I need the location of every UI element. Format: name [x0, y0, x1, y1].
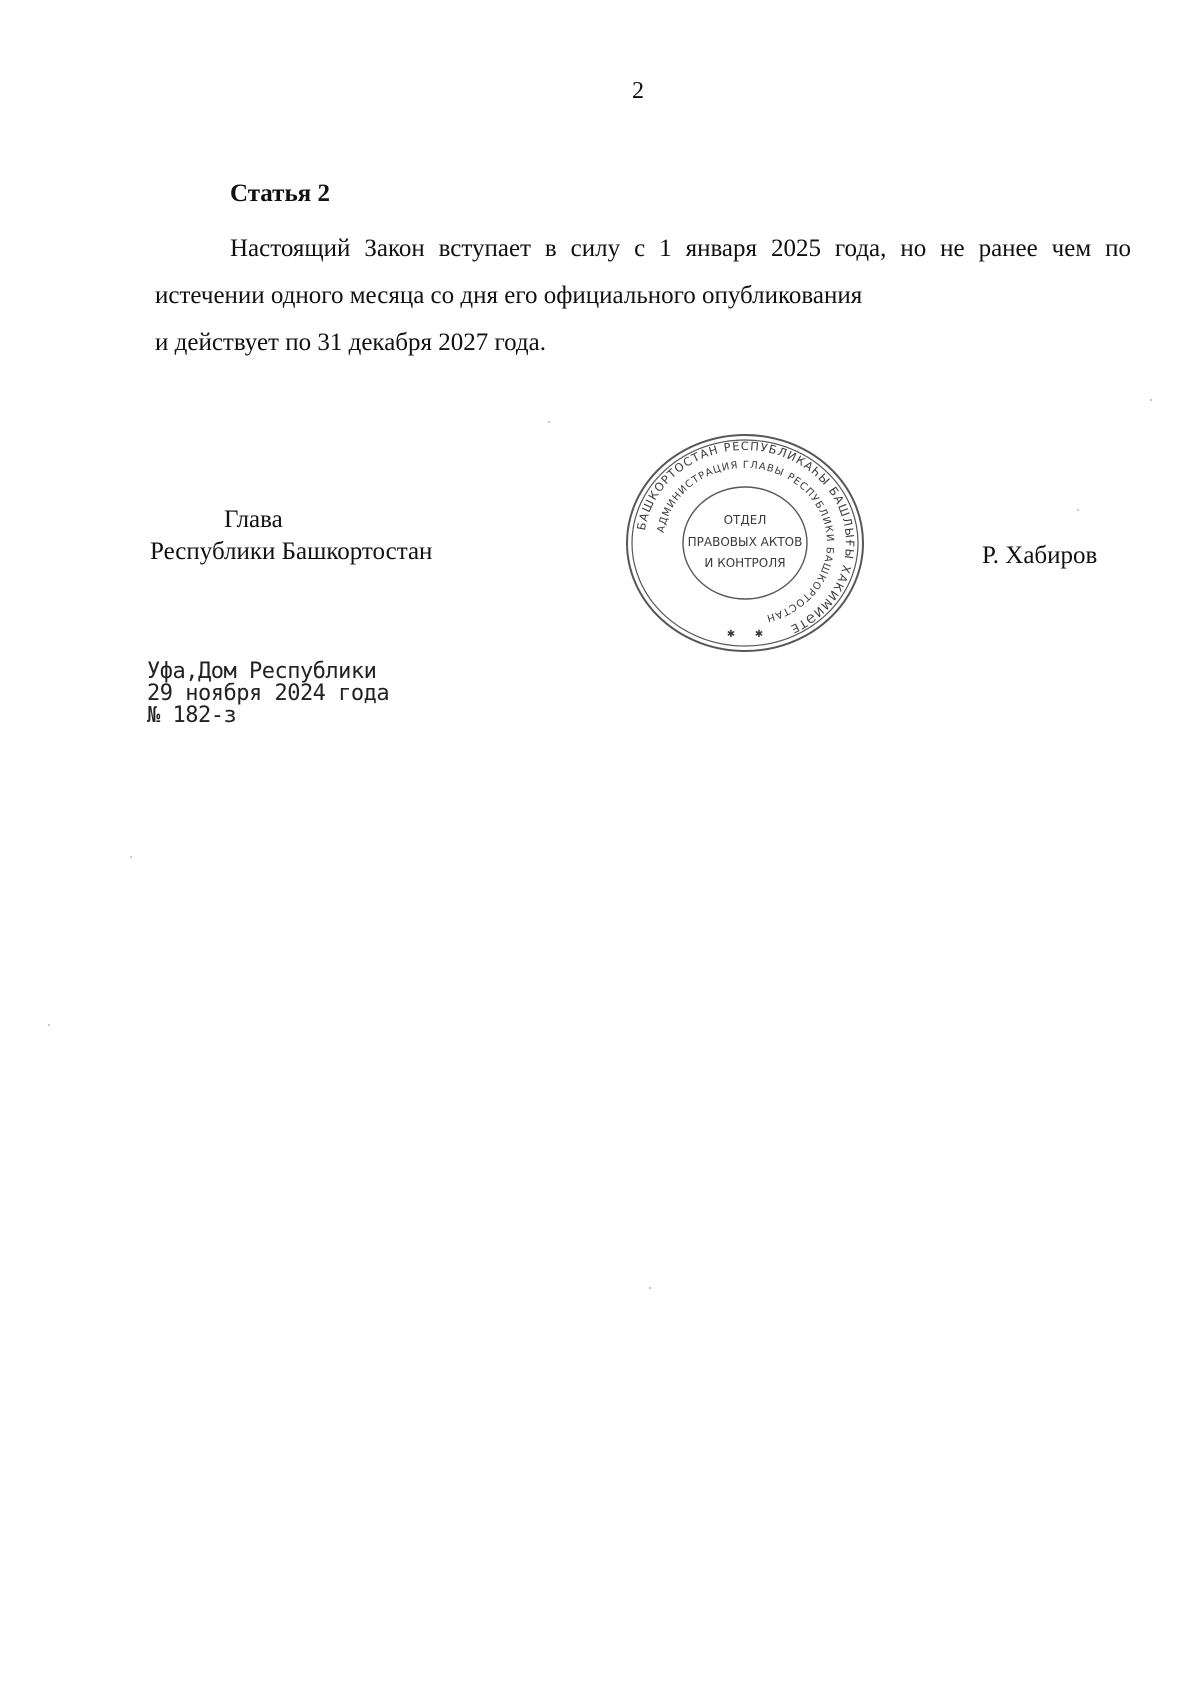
- date-line: 29 ноября 2024 года: [147, 681, 390, 706]
- signatory-name: Р. Хабиров: [982, 542, 1098, 569]
- page-number: 2: [632, 78, 644, 104]
- stamp-center-line-2: ПРАВОВЫХ АКТОВ: [687, 535, 803, 549]
- star-icon: ✱: [754, 629, 764, 640]
- stamp-center-line-1: ОТДЕЛ: [723, 513, 767, 527]
- star-icon: ✱: [726, 629, 736, 640]
- article-text-line-1: Настоящий Закон вступает в силу с 1 января 2025 года, но не ранее чем по истечении одного месяца со дня его официального опубликования: [155, 235, 1131, 309]
- official-stamp: [623, 432, 867, 654]
- signatory-title-line-2: Республики Башкортостан: [150, 538, 433, 565]
- law-number-line: № 182-з: [147, 703, 237, 728]
- scan-speck: [130, 856, 132, 858]
- article-text-line-2: и действует по 31 декабря 2027 года.: [155, 329, 546, 356]
- scan-speck: [1150, 399, 1152, 401]
- scan-speck: [649, 1287, 651, 1289]
- article-title: Статья 2: [230, 180, 330, 207]
- stamp-center-line-3: И КОНТРОЛЯ: [704, 556, 786, 570]
- scan-speck: [548, 421, 550, 423]
- scan-speck: [48, 1024, 50, 1026]
- place-line: Уфа,Дом Республики: [147, 659, 377, 684]
- place-date-block: [147, 661, 389, 727]
- scan-speck: [1077, 509, 1079, 511]
- stamp-star-icons: [727, 629, 763, 640]
- stamp-inner-ring-text: АДМИНИСТРАЦИЯ ГЛАВЫ РЕСПУБЛИКИ БАШКОРТОСТАН: [655, 459, 836, 624]
- article-paragraph: [155, 225, 1131, 366]
- stamp-outer-ring-text: БАШКОРТОСТАН РЕСПУБЛИКАҺЫ БАШЛЫҒЫ ХАКИМИӘТЕ: [633, 438, 858, 637]
- signatory-title-line-1: Глава: [224, 506, 283, 533]
